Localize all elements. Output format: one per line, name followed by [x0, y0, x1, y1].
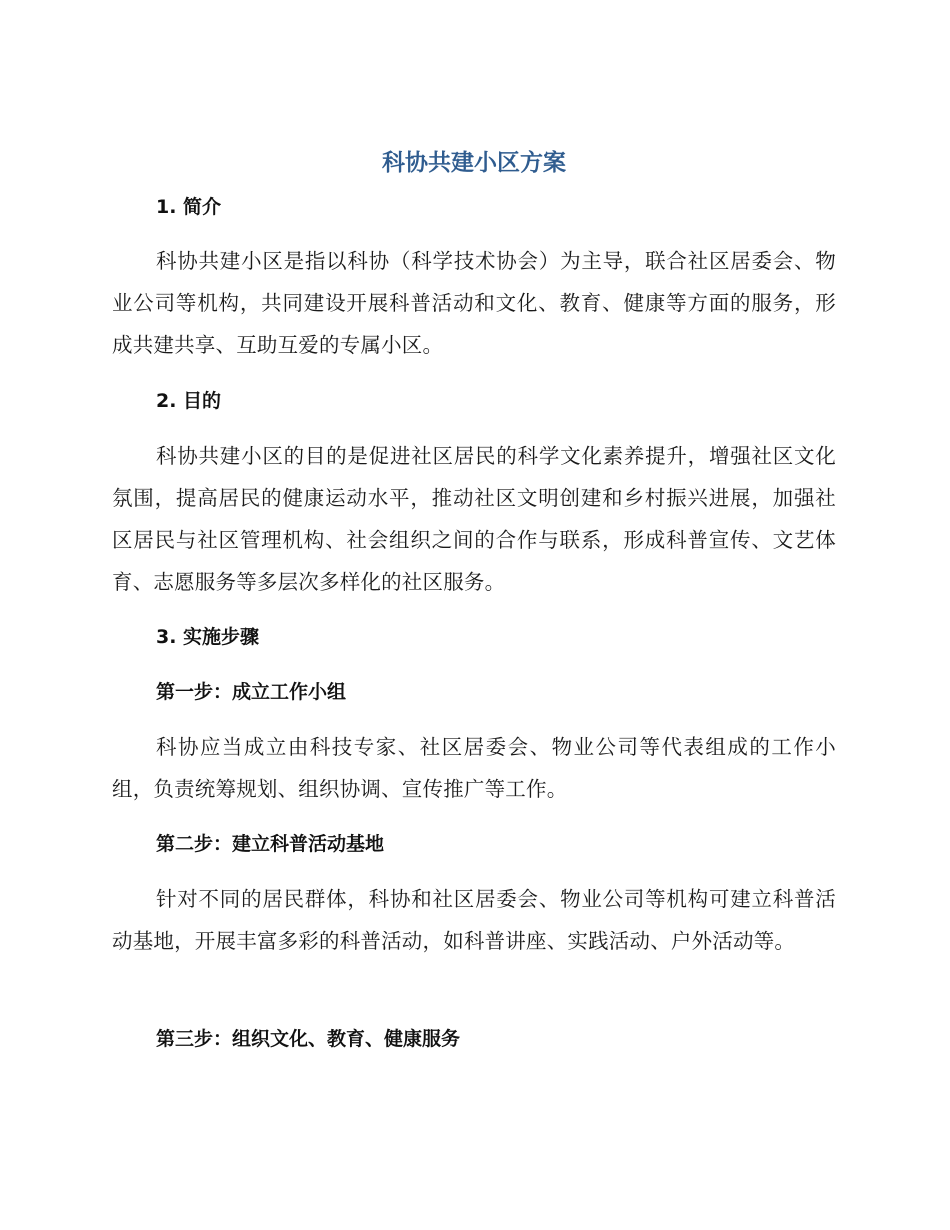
- section-paragraph-purpose: 科协共建小区的目的是促进社区居民的科学文化素养提升，增强社区文化氛围，提高居民的健康运动水平，推动社区文明创建和乡村振兴进展，加强社区居民与社区管理机构、社会组织之间的合作与联系，形成科普宣传、文艺体育、志愿服务等多层次多样化的社区服务。: [112, 444, 836, 594]
- section-heading-intro: 1. 简介: [156, 196, 222, 218]
- section-paragraph-intro: 科协共建小区是指以科协（科学技术协会）为主导，联合社区居委会、物业公司等机构，共同建设开展科普活动和文化、教育、健康等方面的服务，形成共建共享、互助互爱的专属小区。: [112, 249, 836, 357]
- section-heading-purpose: 2. 目的: [156, 390, 222, 412]
- step-heading-2: 第二步：建立科普活动基地: [156, 833, 385, 855]
- step-heading-1: 第一步：成立工作小组: [156, 681, 347, 703]
- section-heading-steps: 3. 实施步骤: [156, 626, 260, 648]
- step-paragraph-2: 针对不同的居民群体，科协和社区居委会、物业公司等机构可建立科普活动基地，开展丰富多彩的科普活动，如科普讲座、实践活动、户外活动等。: [112, 887, 836, 953]
- step-heading-3: 第三步：组织文化、教育、健康服务: [156, 1028, 461, 1050]
- document-title: 科协共建小区方案: [382, 150, 566, 176]
- step-paragraph-1: 科协应当成立由科技专家、社区居委会、物业公司等代表组成的工作小组，负责统筹规划、组织协调、宣传推广等工作。: [112, 735, 836, 801]
